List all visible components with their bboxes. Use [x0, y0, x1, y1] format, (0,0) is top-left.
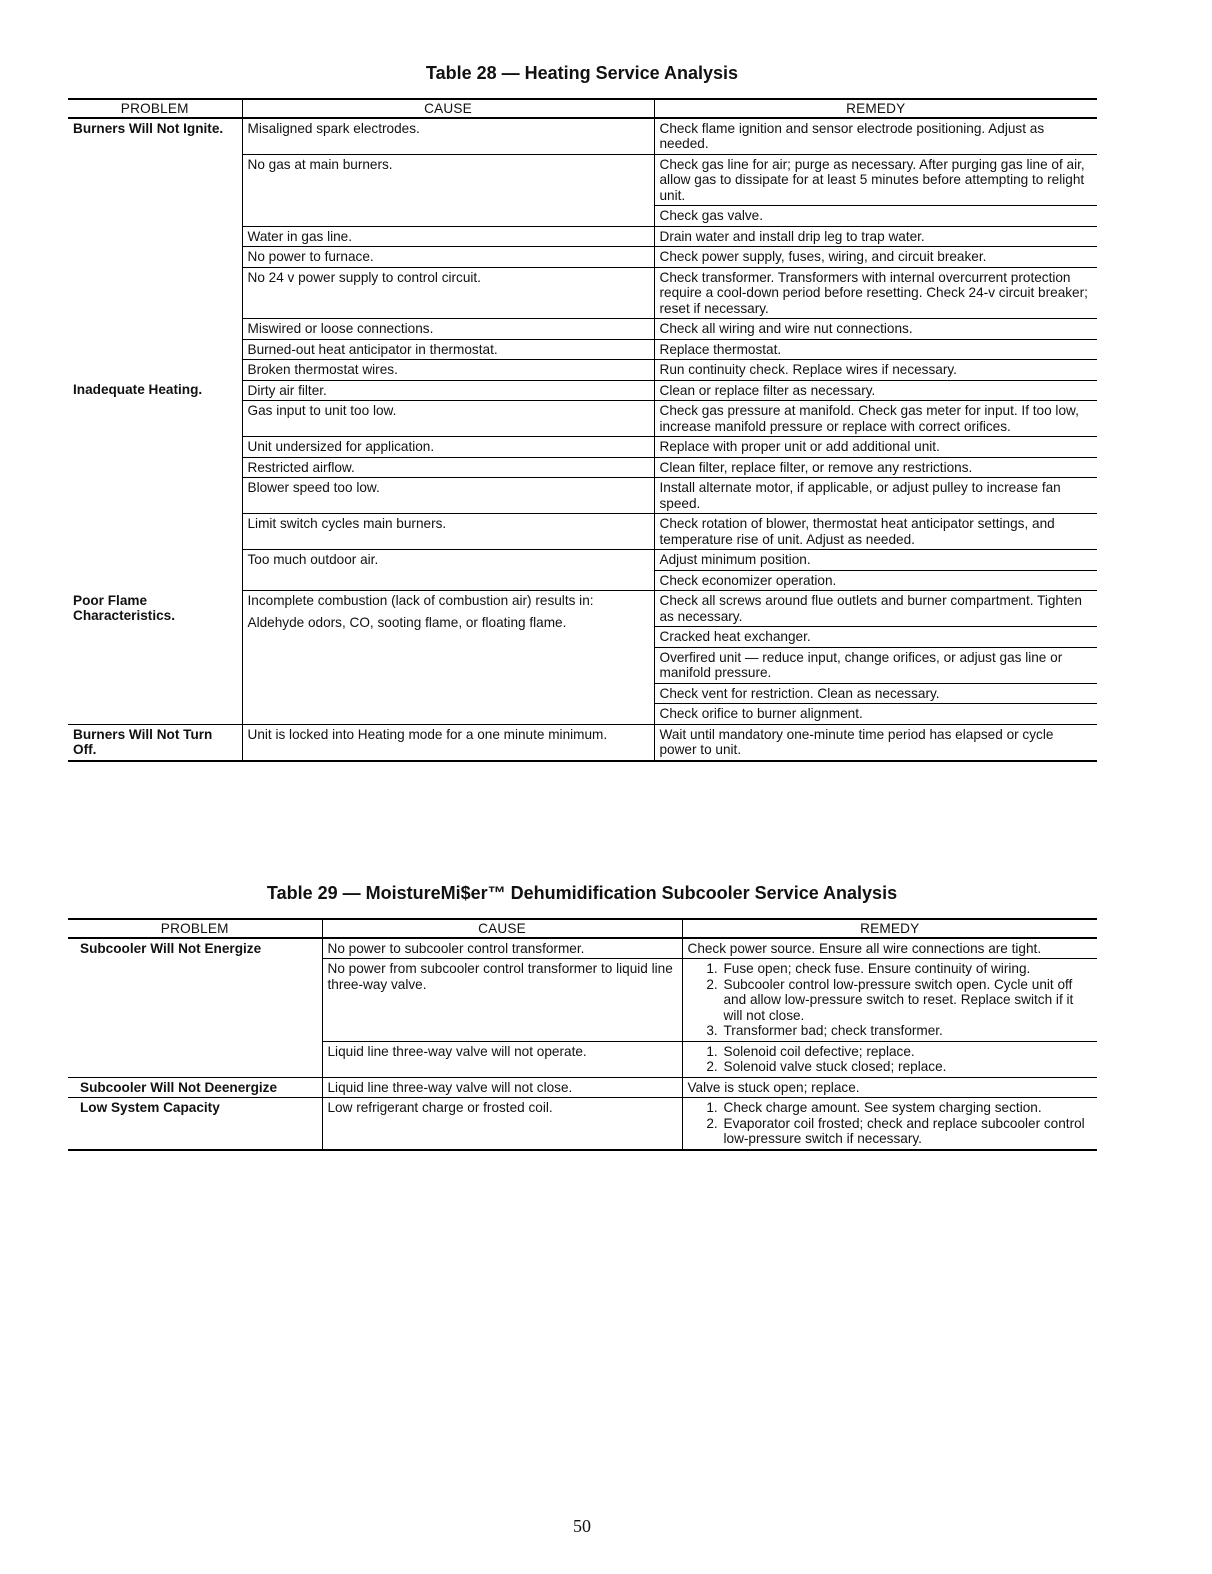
table-row [68, 118, 1097, 155]
remedy-cell [682, 1041, 1097, 1077]
table-row [68, 1077, 1097, 1098]
problem-subcooler-will-not-deenergize: Subcooler Will Not Deenergize [68, 1077, 322, 1098]
remedy-cell: Check power supply, fuses, wiring, and circuit breaker. [654, 247, 1097, 268]
table-row [68, 724, 1097, 761]
remedy-cell: Check rotation of blower, thermostat heat anticipator settings, and temperature rise of unit. Adjust as needed. [654, 514, 1097, 550]
problem-header: PROBLEM [68, 919, 322, 938]
remedy-cell: Check gas line for air; purge as necessary. After purging gas line of air, allow gas to dissipate for at least 5 minutes before attempting to relight unit. [654, 154, 1097, 206]
table-29-title: Table 29 — MoistureMi$er™ Dehumidification Subcooler Service Analysis [266, 883, 898, 903]
cause-cell: Dirty air filter. [242, 380, 654, 401]
cause-cell: No power to subcooler control transformer. [322, 938, 682, 959]
remedy-header: REMEDY [654, 99, 1097, 118]
problem-low-system-capacity: Low System Capacity [68, 1098, 322, 1150]
remedy-steps [688, 1044, 1093, 1075]
remedy-cell: Install alternate motor, if applicable, or adjust pulley to increase fan speed. [654, 478, 1097, 514]
table-header-row [68, 919, 1097, 938]
table-28-title: Table 28 — Heating Service Analysis [425, 63, 739, 83]
remedy-cell: Check transformer. Transformers with internal overcurrent protection require a cool-down period before resetting. Check 24-v circuit breaker; reset if necessary. [654, 267, 1097, 319]
cause-cell: Broken thermostat wires. [242, 360, 654, 381]
problem-subcooler-will-not-energize: Subcooler Will Not Energize [68, 938, 322, 1078]
remedy-steps [688, 961, 1093, 1039]
remedy-cell: Drain water and install drip leg to trap water. [654, 226, 1097, 247]
cause-cell: No power to furnace. [242, 247, 654, 268]
cause-cell: Misaligned spark electrodes. [242, 118, 654, 155]
remedy-cell: Check gas valve. [654, 206, 1097, 227]
cause-cell: Water in gas line. [242, 226, 654, 247]
problem-burners-will-not-turn-off: Burners Will Not Turn Off. [68, 724, 242, 761]
cause-cell: Gas input to unit too low. [242, 401, 654, 437]
cause-cell: Liquid line three-way valve will not operate. [322, 1041, 682, 1077]
cause-cell: Too much outdoor air. [242, 550, 654, 591]
remedy-cell: Clean or replace filter as necessary. [654, 380, 1097, 401]
cause-line: Aldehyde odors, CO, sooting flame, or floating flame. [247, 614, 567, 630]
table-row [68, 1098, 1097, 1150]
problem-inadequate-heating: Inadequate Heating. [73, 382, 203, 397]
cause-cell: Miswired or loose connections. [242, 319, 654, 340]
remedy-cell: Check gas pressure at manifold. Check gas meter for input. If too low, increase manifold pressure or replace with correct orifices. [654, 401, 1097, 437]
table-row [68, 380, 1097, 401]
remedy-step: 1. Solenoid coil defective; replace. [722, 1044, 1093, 1060]
cause-cell: Unit undersized for application. [242, 437, 654, 458]
cause-cell [242, 591, 654, 725]
table-row [68, 938, 1097, 959]
table-header-row [68, 99, 1097, 118]
cause-cell: No power from subcooler control transformer to liquid line three-way valve. [322, 959, 682, 1042]
remedy-cell: Clean filter, replace filter, or remove any restrictions. [654, 457, 1097, 478]
table-row [68, 591, 1097, 627]
remedy-cell: Wait until mandatory one-minute time period has elapsed or cycle power to unit. [654, 724, 1097, 761]
cause-line: Incomplete combustion (lack of combustion air) results in: [247, 593, 594, 608]
remedy-cell [682, 959, 1097, 1042]
cause-cell: Restricted airflow. [242, 457, 654, 478]
remedy-step: 2. Subcooler control low-pressure switch open. Cycle unit off and allow low-pressure switch to reset. Replace switch if it will not close. [722, 977, 1093, 1024]
cause-cell: No gas at main burners. [242, 154, 654, 226]
remedy-cell: Adjust minimum position. [654, 550, 1097, 571]
remedy-cell: Check power source. Ensure all wire connections are tight. [682, 938, 1097, 959]
remedy-step: 2. Evaporator coil frosted; check and replace subcooler control low-pressure switch if necessary. [722, 1116, 1093, 1147]
cause-header: CAUSE [322, 919, 682, 938]
remedy-cell: Check economizer operation. [654, 570, 1097, 591]
remedy-cell: Check all wiring and wire nut connections. [654, 319, 1097, 340]
remedy-header: REMEDY [682, 919, 1097, 938]
remedy-step: 2. Solenoid valve stuck closed; replace. [722, 1059, 1093, 1075]
remedy-step: 3. Transformer bad; check transformer. [722, 1023, 1093, 1039]
problem-burners-will-not-ignite: Burners Will Not Ignite. [73, 120, 224, 136]
remedy-cell: Check vent for restriction. Clean as necessary. [654, 683, 1097, 704]
cause-cell: Liquid line three-way valve will not close. [322, 1077, 682, 1098]
remedy-cell: Replace thermostat. [654, 339, 1097, 360]
remedy-steps [688, 1100, 1093, 1147]
cause-cell: Unit is locked into Heating mode for a one minute minimum. [242, 724, 654, 761]
remedy-cell: Run continuity check. Replace wires if necessary. [654, 360, 1097, 381]
remedy-cell: Check all screws around flue outlets and burner compartment. Tighten as necessary. [654, 591, 1097, 627]
remedy-cell: Cracked heat exchanger. [654, 627, 1097, 648]
remedy-cell [682, 1098, 1097, 1150]
remedy-step: 1. Check charge amount. See system charging section. [722, 1100, 1093, 1116]
remedy-cell: Overfired unit — reduce input, change orifices, or adjust gas line or manifold pressure. [654, 647, 1097, 683]
remedy-cell: Check orifice to burner alignment. [654, 704, 1097, 725]
problem-poor-flame-characteristics: Poor Flame Characteristics. [68, 591, 242, 725]
page-number: 50 [573, 1516, 591, 1536]
cause-cell: Burned-out heat anticipator in thermostat. [242, 339, 654, 360]
remedy-cell: Check flame ignition and sensor electrode positioning. Adjust as needed. [654, 118, 1097, 155]
remedy-cell: Valve is stuck open; replace. [682, 1077, 1097, 1098]
cause-cell: Low refrigerant charge or frosted coil. [322, 1098, 682, 1150]
cause-cell: No 24 v power supply to control circuit. [242, 267, 654, 319]
remedy-step: 1. Fuse open; check fuse. Ensure continuity of wiring. [722, 961, 1093, 977]
cause-cell: Limit switch cycles main burners. [242, 514, 654, 550]
cause-cell: Blower speed too low. [242, 478, 654, 514]
cause-header: CAUSE [242, 99, 654, 118]
heating-service-analysis-table [68, 98, 1097, 762]
remedy-cell: Replace with proper unit or add additional unit. [654, 437, 1097, 458]
subcooler-service-analysis-table [68, 918, 1097, 1151]
problem-header: PROBLEM [68, 99, 242, 118]
